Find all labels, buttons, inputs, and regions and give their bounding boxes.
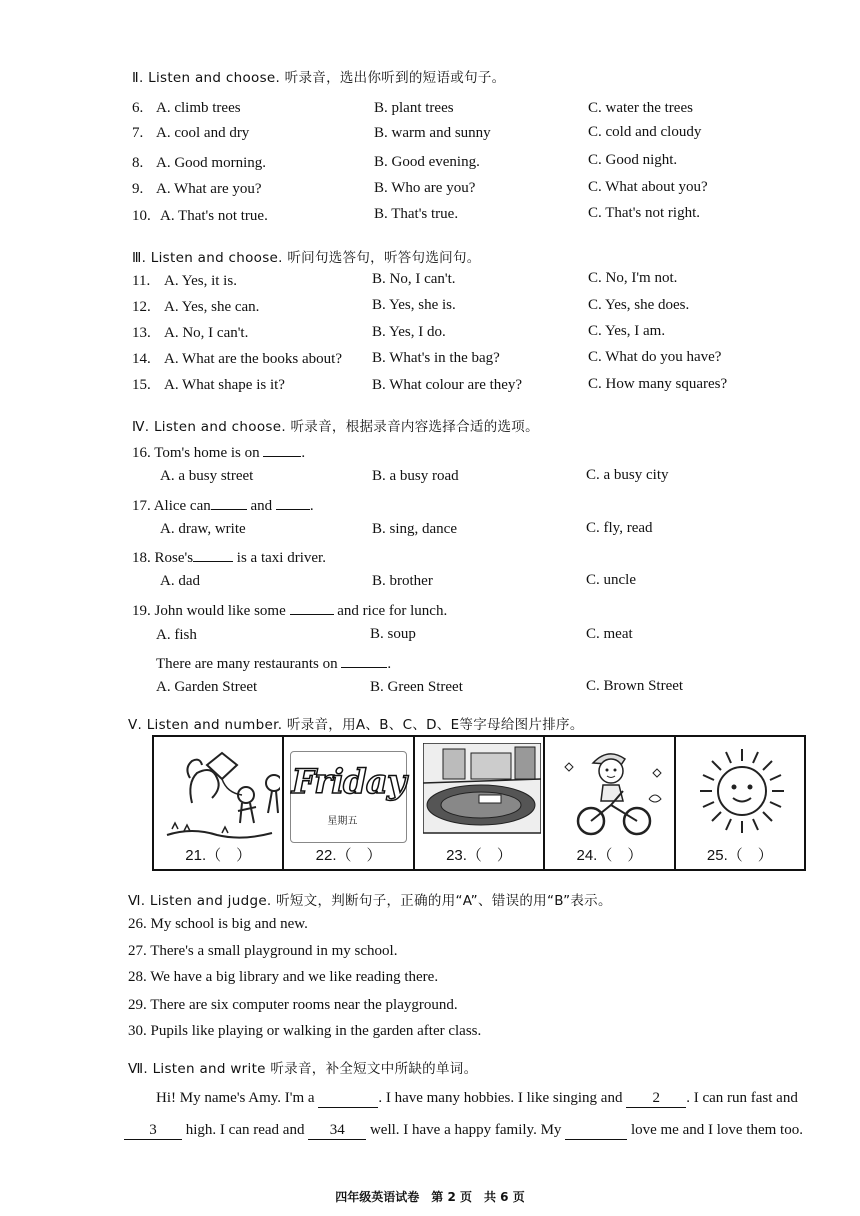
- passage-text: . I can run fast and: [686, 1090, 798, 1106]
- passage-text: . I have many hobbies. I like singing and: [378, 1090, 623, 1106]
- statement-text: There are six computer rooms near the playground.: [150, 997, 458, 1013]
- picture-cell-23: [415, 737, 545, 869]
- question-number: 17.: [132, 498, 151, 514]
- option-a[interactable]: A. a busy street: [160, 468, 254, 484]
- passage-text: love me and I love them too.: [630, 1122, 803, 1138]
- answer-blank[interactable]: [211, 495, 247, 510]
- option-c[interactable]: C. Good night.: [588, 152, 678, 168]
- question-stem: [132, 495, 314, 515]
- option-b[interactable]: B. Good evening.: [374, 154, 480, 170]
- option-a[interactable]: A. Good morning.: [156, 155, 266, 171]
- statement-text: There's a small playground in my school.: [150, 943, 398, 959]
- stem-text: and: [250, 498, 273, 514]
- question-number: 18.: [132, 550, 151, 566]
- option-c[interactable]: C. a busy city: [586, 467, 669, 483]
- stem-text: Alice can: [153, 498, 211, 514]
- passage-line-1: [156, 1090, 798, 1108]
- answer-blank[interactable]: [263, 442, 301, 457]
- question-number: 14.: [132, 351, 151, 367]
- option-c[interactable]: C. That's not right.: [588, 205, 701, 221]
- answer-blank-1[interactable]: [318, 1090, 378, 1108]
- question-number: 8.: [132, 155, 144, 171]
- option-c[interactable]: C. How many squares?: [588, 376, 728, 392]
- answer-blank[interactable]: [290, 600, 334, 615]
- page-footer: 四年级英语试卷 第 2 页 共 6 页: [335, 1190, 525, 1204]
- question-number: 19.: [132, 603, 151, 619]
- boy-bike-picture-icon: [553, 743, 671, 843]
- statement-number: 29.: [128, 997, 147, 1013]
- question-stem: [132, 442, 305, 462]
- statement-row: [128, 916, 308, 933]
- answer-blank-3[interactable]: 3: [124, 1122, 182, 1140]
- option-c[interactable]: C. meat: [586, 626, 633, 642]
- option-b[interactable]: B. sing, dance: [372, 521, 457, 537]
- picture-cell-25: [676, 737, 804, 869]
- picture-cell-22: [284, 737, 414, 869]
- option-c[interactable]: C. uncle: [586, 572, 636, 588]
- answer-blank[interactable]: [341, 653, 387, 668]
- option-b[interactable]: B. brother: [372, 573, 433, 589]
- question-number: 16.: [132, 445, 151, 461]
- picture-strip: [152, 735, 806, 871]
- option-a[interactable]: A. fish: [156, 627, 197, 643]
- option-b[interactable]: B. Green Street: [370, 679, 463, 695]
- friday-chinese-label: 星期五: [327, 816, 358, 827]
- stem-text: John would like some: [154, 603, 286, 619]
- stem-text: and rice for lunch.: [337, 603, 448, 619]
- question-number: 15.: [132, 377, 151, 393]
- picture-label-23[interactable]: 23.（ ）: [446, 847, 512, 864]
- option-c[interactable]: C. water the trees: [588, 100, 693, 116]
- question-stem: [132, 600, 447, 620]
- option-c[interactable]: C. Yes, I am.: [588, 323, 666, 339]
- question-row: [132, 181, 143, 198]
- answer-blank[interactable]: [276, 495, 310, 510]
- sun-picture-icon: [684, 743, 802, 843]
- question-number: 11.: [132, 273, 151, 289]
- section-7-title: Ⅶ. Listen and write 听录音，补全短文中所缺的单词。: [128, 1061, 478, 1077]
- stem-text: There are many restaurants on: [156, 656, 338, 672]
- option-a[interactable]: A. Yes, she can.: [164, 299, 260, 315]
- option-c[interactable]: C. fly, read: [586, 520, 653, 536]
- passage-text: high. I can read and: [185, 1122, 305, 1138]
- statement-text: My school is big and new.: [150, 916, 308, 932]
- friday-card: [290, 751, 406, 843]
- question-number: 10.: [132, 208, 151, 224]
- option-a[interactable]: A. What are the books about?: [164, 351, 343, 367]
- answer-blank[interactable]: [193, 547, 233, 562]
- option-b[interactable]: B. plant trees: [374, 100, 454, 116]
- answer-blank-4[interactable]: 34: [308, 1122, 366, 1140]
- option-a[interactable]: A. dad: [160, 573, 200, 589]
- stem-text: is a taxi driver.: [236, 550, 326, 566]
- section-4-title: Ⅳ. Listen and choose. 听录音，根据录音内容选择合适的选项。: [132, 419, 539, 435]
- option-b[interactable]: B. a busy road: [372, 468, 459, 484]
- statement-number: 30.: [128, 1023, 147, 1039]
- option-a[interactable]: A. climb trees: [156, 100, 241, 116]
- statement-row: [128, 943, 397, 960]
- option-b[interactable]: B. Yes, I do.: [372, 324, 446, 340]
- option-a[interactable]: A. That's not true.: [160, 208, 268, 224]
- statement-row: [128, 969, 438, 986]
- question-number: 13.: [132, 325, 151, 341]
- passage-line-2: [124, 1122, 803, 1140]
- stem-text: .: [301, 445, 306, 461]
- option-b[interactable]: B. soup: [370, 626, 416, 642]
- statement-number: 26.: [128, 916, 147, 932]
- option-b[interactable]: B. Yes, she is.: [372, 297, 456, 313]
- picture-cell-24: [545, 737, 675, 869]
- option-b[interactable]: B. That's true.: [374, 206, 459, 222]
- section-5-title: Ⅴ. Listen and number. 听录音，用A、B、C、D、E等字母给图片排序。: [128, 717, 584, 733]
- answer-blank-2[interactable]: 2: [626, 1090, 686, 1108]
- option-c[interactable]: C. No, I'm not.: [588, 270, 678, 286]
- statement-number: 28.: [128, 969, 147, 985]
- option-c[interactable]: C. What about you?: [588, 179, 708, 195]
- option-b[interactable]: B. warm and sunny: [374, 125, 491, 141]
- question-row: [132, 208, 151, 225]
- option-a[interactable]: A. cool and dry: [156, 125, 250, 141]
- picture-cell-21: [154, 737, 284, 869]
- option-a[interactable]: A. No, I can't.: [164, 325, 249, 341]
- option-a[interactable]: A. Yes, it is.: [164, 273, 237, 289]
- stem-text: Tom's home is on: [154, 445, 260, 461]
- section-3-title: Ⅲ. Listen and choose. 听问句选答句，听答句选问句。: [132, 250, 481, 266]
- stem-text: .: [309, 498, 314, 514]
- stem-text: .: [387, 656, 392, 672]
- question-stem: [132, 547, 326, 567]
- option-b[interactable]: B. What colour are they?: [372, 377, 523, 393]
- option-b[interactable]: B. What's in the bag?: [372, 350, 500, 366]
- option-c[interactable]: C. Brown Street: [586, 678, 684, 694]
- option-c[interactable]: C. What do you have?: [588, 349, 722, 365]
- statement-row: [128, 1023, 481, 1040]
- question-number: 6.: [132, 100, 144, 116]
- option-a[interactable]: A. draw, write: [160, 521, 246, 537]
- answer-blank-5[interactable]: [565, 1122, 627, 1140]
- option-a[interactable]: A. What shape is it?: [164, 377, 285, 393]
- question-row: [132, 155, 143, 172]
- section-6-title: Ⅵ. Listen and judge. 听短文，判断句子，正确的用“A”、错误的用“B”表示。: [128, 893, 612, 909]
- playground-picture-icon: [423, 743, 541, 843]
- kids-kite-picture-icon: [162, 743, 280, 843]
- option-b[interactable]: B. Who are you?: [374, 180, 476, 196]
- statement-number: 27.: [128, 943, 147, 959]
- question-number: 7.: [132, 125, 144, 141]
- statement-row: [128, 997, 458, 1014]
- picture-label-21[interactable]: 21.（ ）: [185, 847, 252, 864]
- question-row: [132, 125, 143, 142]
- passage-text: well. I have a happy family. My: [369, 1122, 562, 1138]
- option-c[interactable]: C. cold and cloudy: [588, 124, 702, 140]
- option-b[interactable]: B. No, I can't.: [372, 271, 456, 287]
- option-a[interactable]: A. Garden Street: [156, 679, 258, 695]
- question-row: [132, 100, 143, 117]
- question-number: 12.: [132, 299, 151, 315]
- option-a[interactable]: A. What are you?: [156, 181, 262, 197]
- section-2-title: Ⅱ. Listen and choose. 听录音，选出你听到的短语或句子。: [132, 70, 506, 86]
- statement-text: Pupils like playing or walking in the garden after class.: [150, 1023, 482, 1039]
- picture-label-25[interactable]: 25.（ ）: [706, 847, 773, 864]
- statement-text: We have a big library and we like reading there.: [150, 969, 439, 985]
- stem-text: Rose's: [154, 550, 194, 566]
- picture-label-24[interactable]: 24.（ ）: [576, 847, 643, 864]
- passage-text: Hi! My name's Amy. I'm a: [156, 1090, 315, 1106]
- option-c[interactable]: C. Yes, she does.: [588, 297, 690, 313]
- picture-label-22[interactable]: 22.（ ）: [315, 847, 382, 864]
- question-number: 9.: [132, 181, 144, 197]
- friday-text-icon: Friday: [291, 762, 406, 802]
- question-stem: [156, 653, 391, 673]
